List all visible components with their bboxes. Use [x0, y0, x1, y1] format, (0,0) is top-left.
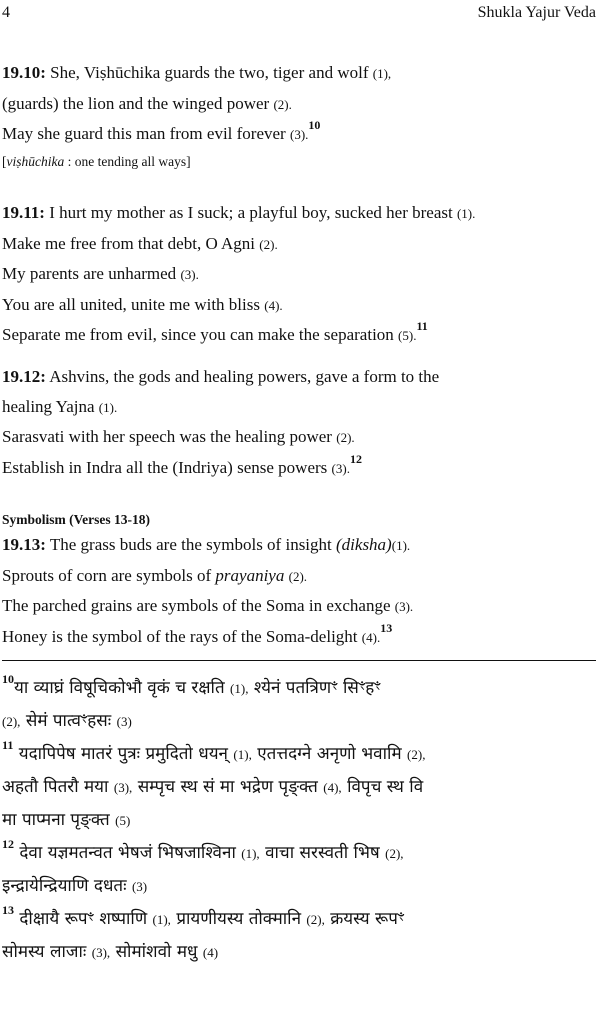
- clause-ref: (1),: [152, 912, 171, 927]
- verse-text: Ashvins, the gods and healing powers, gave a form to the: [49, 367, 440, 386]
- clause-ref: (1).: [391, 538, 411, 553]
- sanskrit-text: सम्पृच स्थ सं मा भद्रेण पृङ्क्त: [137, 777, 318, 797]
- verse-number: 19.11:: [2, 203, 45, 222]
- clause-ref: (3): [131, 879, 148, 894]
- verse-19-13: [0, 530, 600, 652]
- footnote-marker: 12: [349, 452, 362, 466]
- footnote-number: 11: [2, 738, 14, 753]
- clause-ref: (4).: [361, 629, 381, 645]
- gloss-note: [viṣhūchika : one tending all ways]: [2, 153, 191, 169]
- clause-ref: (2).: [336, 430, 355, 445]
- verse-text: (guards) the lion and the winged power: [2, 93, 270, 113]
- verse-line: [2, 622, 600, 653]
- verse-line: [2, 392, 600, 423]
- clause-ref: (2).: [273, 96, 292, 112]
- verse-line: [2, 89, 600, 120]
- verse-line: [2, 229, 600, 260]
- verse-text: Sprouts of corn are symbols of: [2, 565, 212, 585]
- sanskrit-text: या व्याघ्रं विषूचिकोभौ वृकं च रक्षति: [14, 678, 225, 698]
- clause-ref: (3),: [113, 780, 133, 795]
- verse-line: [2, 453, 600, 484]
- clause-ref: (5).: [398, 328, 417, 343]
- sanskrit-text: दीक्षायै रूपꣳ शष्पाणि: [19, 909, 148, 929]
- verse-number: 19.13:: [2, 535, 46, 554]
- sanskrit-text: विपृच स्थ वि: [347, 777, 424, 797]
- running-title: Shukla Yajur Veda: [477, 4, 596, 21]
- clause-ref: (1).: [98, 399, 118, 415]
- sanskrit-text: एतत्तदग्ने अनृणो भवामि: [257, 744, 402, 764]
- sanskrit-text: इन्द्रायेन्द्रियाणि दधतः: [2, 876, 127, 896]
- verse-line: [2, 290, 600, 321]
- clause-ref: (5): [115, 813, 131, 828]
- clause-ref: (1),: [372, 66, 392, 81]
- verse-text: Separate me from evil, since you can make the separation: [2, 325, 394, 344]
- verse-text: The grass buds are the symbols of insight: [49, 535, 332, 554]
- sanskrit-text: वाचा सरस्वती भिष: [265, 843, 380, 863]
- verse-term: prayaniya: [215, 565, 285, 585]
- footnote-line: [0, 771, 600, 804]
- page-number: 4: [2, 4, 10, 21]
- verse-number: 19.10:: [2, 63, 46, 82]
- verse-text: You are all united, unite me with bliss: [2, 294, 260, 314]
- verse-text: May she guard this man from evil forever: [2, 124, 286, 143]
- section-heading: [0, 510, 600, 530]
- verse-19-11: [0, 198, 600, 351]
- verse-19-12: [0, 362, 600, 483]
- verse-line: [2, 422, 600, 453]
- verse-line: [2, 198, 600, 229]
- footnote-line: [0, 672, 600, 705]
- sanskrit-text: मा पाप्मना पृङ्क्त: [2, 810, 110, 830]
- sanskrit-footnotes: [0, 672, 600, 969]
- verse-text: Sarasvati with her speech was the healing power: [2, 427, 332, 446]
- verse-line: [2, 58, 600, 89]
- sanskrit-text: अहतौ पितरौ मया: [2, 777, 109, 797]
- sanskrit-text: सेमं पात्वꣳहसः: [25, 711, 112, 731]
- sanskrit-text: यदापिपेष मातरं पुत्रः प्रमुदितो धयन्: [18, 744, 228, 764]
- footnote-number: 13: [2, 903, 14, 918]
- gloss-term: viṣhūchika: [6, 153, 65, 169]
- clause-ref: (1),: [233, 747, 252, 762]
- clause-ref: (2).: [288, 568, 308, 584]
- verse-text: The parched grains are symbols of the Soma in exchange: [2, 596, 391, 615]
- running-header: [2, 2, 596, 24]
- verse-line: [2, 561, 600, 592]
- verse-number: 19.12:: [2, 367, 46, 386]
- footnote-line: [0, 705, 600, 738]
- clause-ref: (2),: [385, 846, 404, 861]
- verse-line: [2, 362, 600, 392]
- footnote-line: [0, 870, 600, 903]
- clause-ref: (3),: [91, 945, 111, 960]
- verse-text: Honey is the symbol of the rays of the Soma-delight: [2, 626, 358, 646]
- verse-text: I hurt my mother as I suck; a playful boy, sucked her breast: [49, 203, 453, 222]
- verse-line: [2, 119, 600, 150]
- verse-19-10: [0, 58, 600, 174]
- clause-ref: (3).: [180, 267, 199, 282]
- sanskrit-text: क्रयस्य रूपꣳ: [330, 909, 405, 929]
- footnote-number: 12: [2, 837, 14, 852]
- clause-ref: (2),: [306, 912, 325, 927]
- footnote-line: [0, 738, 600, 771]
- verse-text: healing Yajna: [2, 396, 95, 416]
- clause-ref: (3).: [394, 599, 414, 614]
- gloss-definition: : one tending all ways]: [64, 153, 191, 169]
- verse-line: [2, 591, 600, 622]
- verse-text: My parents are unharmed: [2, 264, 177, 283]
- verse-line: [2, 530, 600, 561]
- footnote-line: [0, 936, 600, 969]
- clause-ref: (4).: [264, 297, 283, 313]
- verse-text: Make me free from that debt, O Agni: [2, 233, 256, 253]
- verse-text: She, Viṣhūchika guards the two, tiger and wolf: [50, 63, 369, 82]
- verse-line: [2, 320, 600, 351]
- clause-ref: (1),: [230, 681, 249, 696]
- footnote-marker: 13: [380, 621, 393, 635]
- clause-ref: (2),: [2, 714, 21, 729]
- verse-term: (diksha): [336, 535, 392, 554]
- footnote-line: [0, 837, 600, 870]
- footnote-divider: [2, 660, 596, 661]
- sanskrit-text: सोमांशवो मधु: [115, 942, 198, 962]
- clause-ref: (4),: [323, 780, 342, 795]
- clause-ref: (4): [202, 945, 219, 960]
- footnote-marker: 11: [416, 320, 428, 334]
- footnote-line: [0, 903, 600, 936]
- verse-text: Establish in Indra all the (Indriya) sense powers: [2, 457, 328, 477]
- sanskrit-text: प्रायणीयस्य तोक्मानि: [176, 909, 302, 929]
- footnote-line: [0, 804, 600, 837]
- clause-ref: (2),: [407, 747, 426, 762]
- clause-ref: (1),: [241, 846, 260, 861]
- clause-ref: (3).: [289, 127, 309, 142]
- clause-ref: (3): [116, 714, 132, 729]
- clause-ref: (2).: [259, 236, 278, 252]
- clause-ref: (3).: [331, 460, 350, 476]
- footnote-marker: 10: [308, 119, 321, 133]
- sanskrit-text: श्येनं पतत्रिणꣳ सिꣳहꣳ: [253, 678, 381, 698]
- clause-ref: (1).: [456, 206, 476, 221]
- section-title: Symbolism (Verses 13-18): [2, 512, 150, 527]
- sanskrit-text: सोमस्य लाजाः: [2, 942, 87, 962]
- verse-line: [2, 259, 600, 290]
- sanskrit-text: देवा यज्ञमतन्वत भेषजं भिषजाश्विना: [19, 843, 236, 863]
- footnote-number: 10: [2, 672, 14, 687]
